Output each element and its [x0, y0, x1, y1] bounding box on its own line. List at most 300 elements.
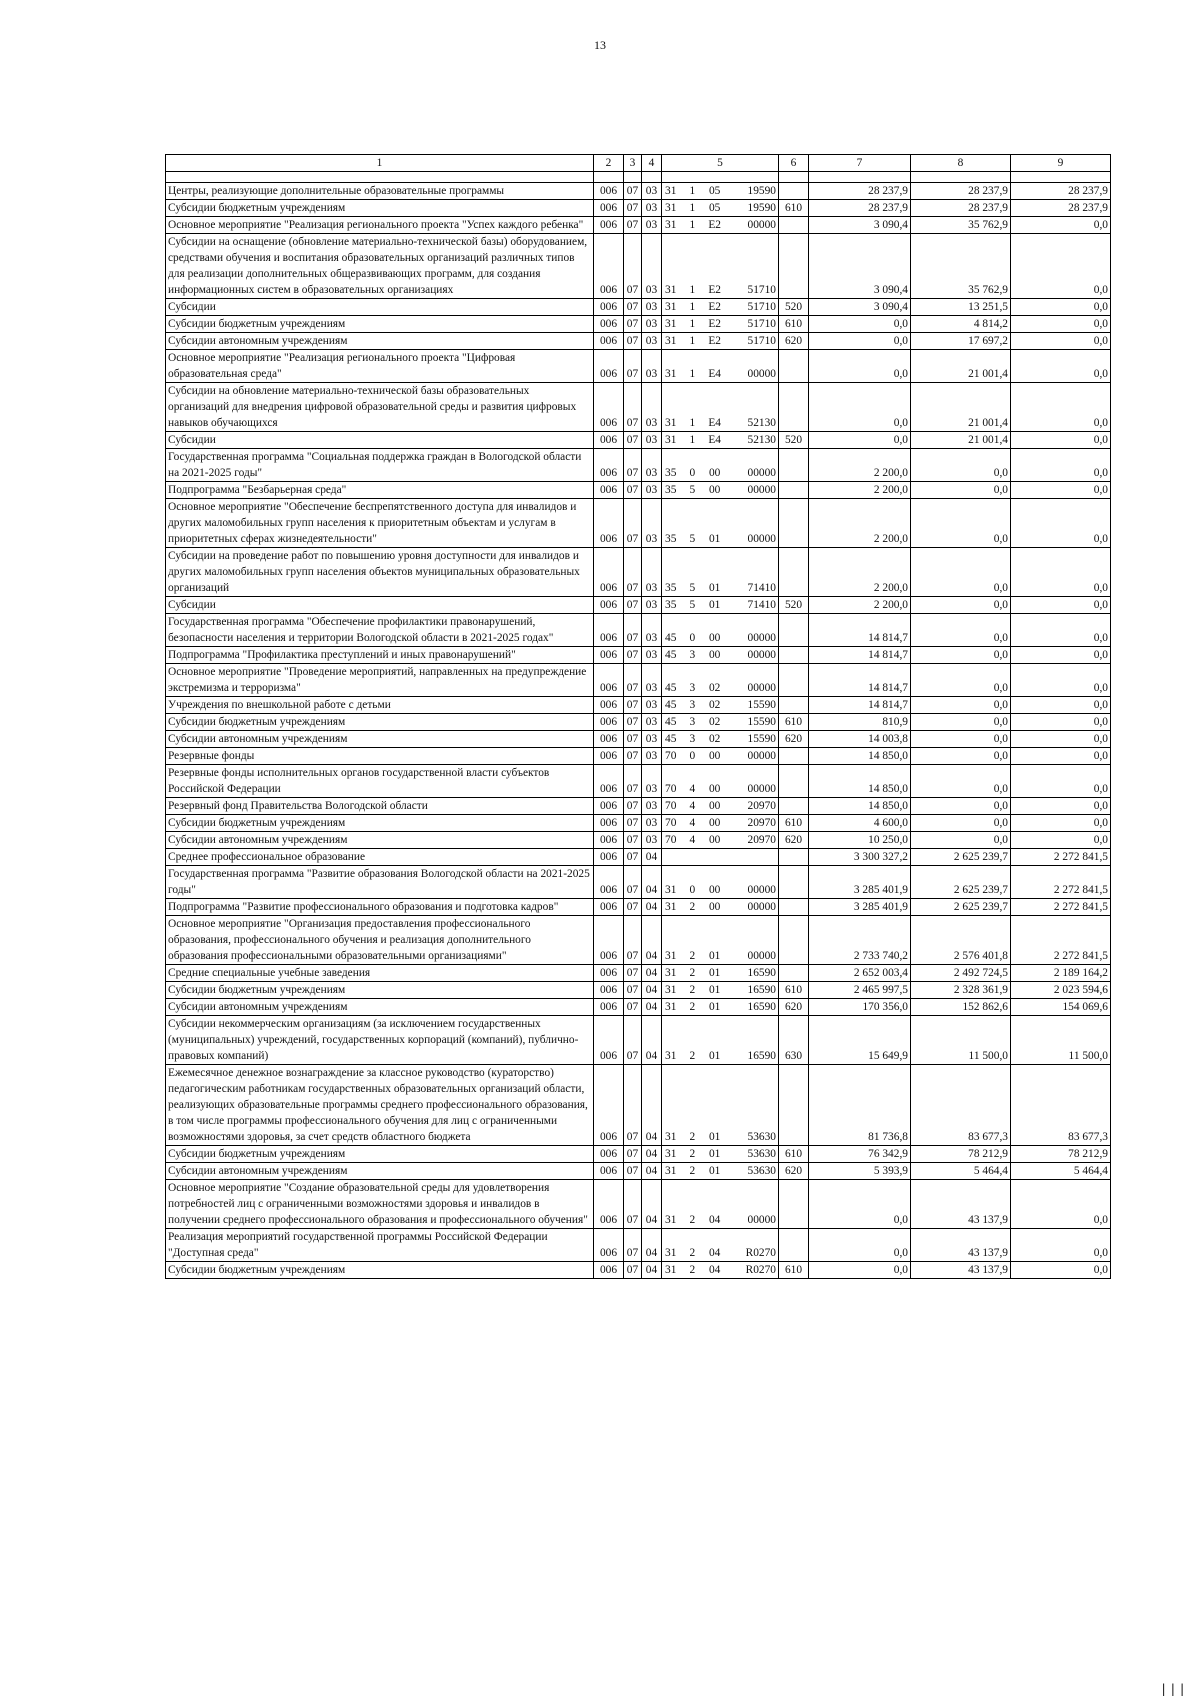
row-amount-2023: 0,0 — [911, 748, 1011, 765]
row-amount-2023: 17 697,2 — [911, 333, 1011, 350]
row-amount-2023: 78 212,9 — [911, 1146, 1011, 1163]
gap-cell — [911, 172, 1011, 183]
target-article-part: 00 — [708, 467, 721, 479]
target-article-part: 16590 — [747, 1050, 776, 1062]
row-amount-2024: 0,0 — [1011, 832, 1111, 849]
row-ministry-code: 006 — [594, 982, 624, 999]
row-ministry-code: 006 — [594, 748, 624, 765]
row-amount-2022: 28 237,9 — [809, 200, 911, 217]
row-amount-2024: 11 500,0 — [1011, 1016, 1111, 1065]
row-amount-2023: 43 137,9 — [911, 1229, 1011, 1262]
row-amount-2022: 0,0 — [809, 1180, 911, 1229]
row-name: Субсидии бюджетным учреждениям — [166, 714, 594, 731]
row-amount-2022: 3 090,4 — [809, 299, 911, 316]
row-amount-2022: 28 237,9 — [809, 183, 911, 200]
table-row — [166, 664, 1111, 697]
target-article-part: 35 — [665, 484, 677, 496]
row-target-article — [662, 798, 779, 815]
target-article-part: 3 — [689, 716, 696, 728]
table-row — [166, 548, 1111, 597]
row-section-code: 07 — [624, 1016, 642, 1065]
target-article-part: 53630 — [747, 1131, 776, 1143]
row-name: Основное мероприятие "Создание образовательной среды для удовлетворения потребностей лиц с ограниченными возможностями здоровья и инвалидов в получении среднего профессионального образования и профессионального обучения" — [166, 1180, 594, 1229]
row-ministry-code: 006 — [594, 798, 624, 815]
target-article-part: 0 — [689, 750, 696, 762]
target-article-part: 02 — [708, 699, 721, 711]
row-amount-2023: 0,0 — [911, 647, 1011, 664]
target-article-part: 00 — [708, 649, 721, 661]
row-amount-2022: 14 814,7 — [809, 697, 911, 714]
row-amount-2023: 0,0 — [911, 815, 1011, 832]
row-section-code: 07 — [624, 597, 642, 614]
row-ministry-code: 006 — [594, 866, 624, 899]
row-amount-2023: 0,0 — [911, 697, 1011, 714]
row-amount-2024: 28 237,9 — [1011, 200, 1111, 217]
target-article-part: 31 — [665, 219, 677, 231]
target-article-parts — [662, 680, 778, 696]
row-name: Государственная программа "Развитие образования Вологодской области на 2021-2025 годы" — [166, 866, 594, 899]
table-row — [166, 217, 1111, 234]
row-section-code: 07 — [624, 432, 642, 449]
target-article-part: 4 — [689, 834, 696, 846]
target-article-part: 2 — [689, 1148, 696, 1160]
target-article-part: 00000 — [747, 368, 776, 380]
target-article-part: 31 — [665, 335, 677, 347]
target-article-part: 0 — [689, 632, 696, 644]
row-target-article — [662, 1065, 779, 1146]
target-article-part: 4 — [689, 800, 696, 812]
table-row — [166, 350, 1111, 383]
target-article-part: 31 — [665, 1001, 677, 1013]
row-amount-2024: 0,0 — [1011, 449, 1111, 482]
row-name: Субсидии бюджетным учреждениям — [166, 316, 594, 333]
row-amount-2023: 0,0 — [911, 832, 1011, 849]
row-name: Субсидии автономным учреждениям — [166, 1163, 594, 1180]
target-article-parts — [662, 714, 778, 730]
budget-table — [165, 154, 1111, 1279]
row-amount-2022: 14 850,0 — [809, 765, 911, 798]
target-article-parts — [662, 748, 778, 764]
row-expense-type — [779, 383, 809, 432]
table-row — [166, 1163, 1111, 1180]
target-article-part: 3 — [689, 733, 696, 745]
row-amount-2024: 5 464,4 — [1011, 1163, 1111, 1180]
target-article-part: 2 — [689, 1214, 696, 1226]
target-article-part: 51710 — [747, 284, 776, 296]
row-expense-type — [779, 748, 809, 765]
target-article-part: 2 — [689, 1165, 696, 1177]
target-article-part: 00000 — [747, 750, 776, 762]
row-amount-2022: 2 200,0 — [809, 597, 911, 614]
target-article-parts — [662, 482, 778, 498]
target-article-part: 2 — [689, 1247, 696, 1259]
target-article-parts — [662, 415, 778, 431]
row-ministry-code: 006 — [594, 299, 624, 316]
table-row — [166, 965, 1111, 982]
row-target-article — [662, 200, 779, 217]
row-expense-type: 610 — [779, 982, 809, 999]
row-subsection-code: 03 — [642, 731, 662, 748]
row-ministry-code: 006 — [594, 597, 624, 614]
row-amount-2023: 0,0 — [911, 548, 1011, 597]
row-ministry-code: 006 — [594, 832, 624, 849]
target-article-part: 00 — [708, 632, 721, 644]
table-row — [166, 647, 1111, 664]
row-subsection-code: 04 — [642, 982, 662, 999]
table-row — [166, 449, 1111, 482]
row-ministry-code: 006 — [594, 849, 624, 866]
row-amount-2023: 0,0 — [911, 614, 1011, 647]
target-article-parts — [662, 1048, 778, 1064]
row-amount-2024: 83 677,3 — [1011, 1065, 1111, 1146]
target-article-parts — [662, 316, 778, 332]
row-section-code: 07 — [624, 383, 642, 432]
target-article-part: 71410 — [747, 582, 776, 594]
table-row — [166, 999, 1111, 1016]
row-name: Основное мероприятие "Проведение мероприятий, направленных на предупреждение экстремизма и терроризма" — [166, 664, 594, 697]
row-subsection-code: 03 — [642, 798, 662, 815]
row-amount-2023: 35 762,9 — [911, 234, 1011, 299]
target-article-part: 1 — [689, 417, 696, 429]
row-amount-2022: 2 200,0 — [809, 482, 911, 499]
row-expense-type: 610 — [779, 1146, 809, 1163]
row-ministry-code: 006 — [594, 999, 624, 1016]
row-amount-2022: 2 652 003,4 — [809, 965, 911, 982]
row-expense-type: 620 — [779, 832, 809, 849]
header-col-5: 5 — [662, 155, 779, 172]
row-expense-type — [779, 499, 809, 548]
target-article-part: 31 — [665, 901, 677, 913]
row-section-code: 07 — [624, 1262, 642, 1279]
target-article-part: 05 — [708, 202, 721, 214]
table-row — [166, 316, 1111, 333]
row-amount-2022: 3 090,4 — [809, 217, 911, 234]
target-article-parts — [662, 899, 778, 915]
row-subsection-code: 04 — [642, 1065, 662, 1146]
target-article-part: 4 — [689, 817, 696, 829]
row-section-code: 07 — [624, 647, 642, 664]
row-amount-2022: 2 200,0 — [809, 449, 911, 482]
row-amount-2024: 0,0 — [1011, 217, 1111, 234]
row-amount-2024: 0,0 — [1011, 714, 1111, 731]
target-article-part: 2 — [689, 967, 696, 979]
row-expense-type — [779, 614, 809, 647]
target-article-parts — [662, 798, 778, 814]
row-name: Государственная программа "Обеспечение профилактики правонарушений, безопасности населения и территории Вологодской области в 2021-2025 годах" — [166, 614, 594, 647]
row-subsection-code: 03 — [642, 432, 662, 449]
row-expense-type — [779, 449, 809, 482]
row-subsection-code: 03 — [642, 748, 662, 765]
row-name: Центры, реализующие дополнительные образовательные программы — [166, 183, 594, 200]
target-article-part: 19590 — [747, 185, 776, 197]
target-article-part: 45 — [665, 682, 677, 694]
table-row — [166, 1262, 1111, 1279]
row-section-code: 07 — [624, 299, 642, 316]
row-target-article — [662, 832, 779, 849]
header-gap-row — [166, 172, 1111, 183]
target-article-part: 00000 — [747, 783, 776, 795]
row-name: Основное мероприятие "Обеспечение беспрепятственного доступа для инвалидов и других маломобильных групп населения к приоритетным объектам и услугам в приоритетных сферах жизнедеятельности" — [166, 499, 594, 548]
row-amount-2022: 14 814,7 — [809, 614, 911, 647]
target-article-part: 00000 — [747, 219, 776, 231]
row-name: Подпрограмма "Безбарьерная среда" — [166, 482, 594, 499]
target-article-part: 5 — [689, 582, 696, 594]
target-article-part: 15590 — [747, 716, 776, 728]
row-ministry-code: 006 — [594, 1016, 624, 1065]
row-amount-2022: 2 465 997,5 — [809, 982, 911, 999]
target-article-part: 53630 — [747, 1165, 776, 1177]
row-expense-type — [779, 647, 809, 664]
target-article-part: 35 — [665, 599, 677, 611]
target-article-part: 2 — [689, 1001, 696, 1013]
target-article-part: 70 — [665, 817, 677, 829]
target-article-parts — [662, 1262, 778, 1278]
header-col-7: 7 — [809, 155, 911, 172]
row-target-article — [662, 1262, 779, 1279]
row-amount-2023: 0,0 — [911, 664, 1011, 697]
target-article-part: 2 — [689, 1050, 696, 1062]
row-target-article — [662, 1146, 779, 1163]
row-amount-2022: 0,0 — [809, 432, 911, 449]
target-article-part: 31 — [665, 1050, 677, 1062]
target-article-parts — [662, 299, 778, 315]
row-section-code: 07 — [624, 815, 642, 832]
target-article-part: 01 — [708, 1165, 721, 1177]
row-amount-2023: 0,0 — [911, 798, 1011, 815]
row-amount-2022: 14 850,0 — [809, 748, 911, 765]
target-article-part: 01 — [708, 582, 721, 594]
row-ministry-code: 006 — [594, 1180, 624, 1229]
row-subsection-code: 03 — [642, 714, 662, 731]
row-amount-2023: 152 862,6 — [911, 999, 1011, 1016]
target-article-parts — [662, 1146, 778, 1162]
row-ministry-code: 006 — [594, 482, 624, 499]
row-amount-2022: 14 814,7 — [809, 647, 911, 664]
row-expense-type: 520 — [779, 597, 809, 614]
row-amount-2024: 0,0 — [1011, 697, 1111, 714]
row-amount-2024: 2 189 164,2 — [1011, 965, 1111, 982]
row-target-article — [662, 916, 779, 965]
row-amount-2024: 0,0 — [1011, 815, 1111, 832]
row-name: Субсидии на оснащение (обновление материально-технической базы) оборудованием, средствами обучения и воспитания образовательных организаций различных типов для реализации дополнительных общеразвивающих программ, для создания информационных систем в образовательных организациях — [166, 234, 594, 299]
target-article-part: 00000 — [747, 533, 776, 545]
target-article-part: R0270 — [745, 1264, 776, 1276]
header-col-8: 8 — [911, 155, 1011, 172]
row-target-article — [662, 597, 779, 614]
row-expense-type — [779, 350, 809, 383]
table-row — [166, 383, 1111, 432]
row-amount-2022: 3 090,4 — [809, 234, 911, 299]
target-article-part: 51710 — [747, 301, 776, 313]
row-amount-2022: 81 736,8 — [809, 1065, 911, 1146]
row-target-article — [662, 383, 779, 432]
row-name: Основное мероприятие "Организация предоставления профессионального образования, профессионального обучения и реализация дополнительного образования профессиональными образовательными организациями" — [166, 916, 594, 965]
table-row — [166, 597, 1111, 614]
row-name: Субсидии — [166, 432, 594, 449]
row-section-code: 07 — [624, 965, 642, 982]
target-article-part: 1 — [689, 185, 696, 197]
row-amount-2024: 0,0 — [1011, 234, 1111, 299]
row-amount-2024: 2 023 594,6 — [1011, 982, 1111, 999]
row-ministry-code: 006 — [594, 1146, 624, 1163]
row-section-code: 07 — [624, 849, 642, 866]
target-article-part: 4 — [689, 783, 696, 795]
target-article-part: 16590 — [747, 1001, 776, 1013]
row-name: Подпрограмма "Профилактика преступлений и иных правонарушений" — [166, 647, 594, 664]
target-article-part: 20970 — [747, 800, 776, 812]
target-article-part: 00000 — [747, 467, 776, 479]
row-section-code: 07 — [624, 832, 642, 849]
row-amount-2022: 2 200,0 — [809, 548, 911, 597]
target-article-part: 31 — [665, 884, 677, 896]
target-article-part: 31 — [665, 417, 677, 429]
row-expense-type: 610 — [779, 815, 809, 832]
row-target-article — [662, 815, 779, 832]
target-article-part: 20970 — [747, 817, 776, 829]
row-ministry-code: 006 — [594, 383, 624, 432]
row-amount-2022: 3 300 327,2 — [809, 849, 911, 866]
row-name: Основное мероприятие "Реализация регионального проекта "Цифровая образовательная среда" — [166, 350, 594, 383]
target-article-part: R0270 — [745, 1247, 776, 1259]
target-article-part: 00 — [708, 750, 721, 762]
table-row — [166, 333, 1111, 350]
row-amount-2023: 0,0 — [911, 499, 1011, 548]
table-row — [166, 832, 1111, 849]
target-article-part: 35 — [665, 533, 677, 545]
target-article-part: 71410 — [747, 599, 776, 611]
target-article-part: 02 — [708, 682, 721, 694]
row-section-code: 07 — [624, 731, 642, 748]
target-article-part: 31 — [665, 1131, 677, 1143]
target-article-parts — [662, 366, 778, 382]
row-ministry-code: 006 — [594, 1229, 624, 1262]
row-section-code: 07 — [624, 697, 642, 714]
row-target-article — [662, 234, 779, 299]
row-amount-2022: 15 649,9 — [809, 1016, 911, 1065]
row-amount-2023: 2 492 724,5 — [911, 965, 1011, 982]
row-section-code: 07 — [624, 217, 642, 234]
row-expense-type — [779, 1065, 809, 1146]
row-section-code: 07 — [624, 316, 642, 333]
row-amount-2022: 5 393,9 — [809, 1163, 911, 1180]
row-subsection-code: 03 — [642, 697, 662, 714]
row-amount-2022: 14 814,7 — [809, 664, 911, 697]
row-expense-type — [779, 1180, 809, 1229]
target-article-part: 2 — [689, 950, 696, 962]
row-ministry-code: 006 — [594, 697, 624, 714]
row-subsection-code: 03 — [642, 647, 662, 664]
target-article-part: 01 — [708, 599, 721, 611]
target-article-part: 04 — [708, 1247, 721, 1259]
row-expense-type — [779, 548, 809, 597]
row-target-article — [662, 1180, 779, 1229]
row-name: Резервные фонды — [166, 748, 594, 765]
target-article-parts — [662, 183, 778, 199]
row-section-code: 07 — [624, 614, 642, 647]
target-article-parts — [662, 1212, 778, 1228]
target-article-part: 70 — [665, 800, 677, 812]
row-subsection-code: 04 — [642, 1163, 662, 1180]
target-article-parts — [662, 697, 778, 713]
row-amount-2022: 3 285 401,9 — [809, 899, 911, 916]
row-target-article — [662, 432, 779, 449]
target-article-part: 00 — [708, 783, 721, 795]
row-name: Среднее профессиональное образование — [166, 849, 594, 866]
row-amount-2023: 21 001,4 — [911, 383, 1011, 432]
target-article-part: 00 — [708, 834, 721, 846]
row-expense-type: 520 — [779, 432, 809, 449]
row-target-article — [662, 299, 779, 316]
table-header — [166, 155, 1111, 172]
row-name: Реализация мероприятий государственной программы Российской Федерации "Доступная среда" — [166, 1229, 594, 1262]
gap-cell — [624, 172, 642, 183]
row-amount-2023: 0,0 — [911, 714, 1011, 731]
row-name: Субсидии — [166, 299, 594, 316]
table-row — [166, 1016, 1111, 1065]
row-subsection-code: 03 — [642, 383, 662, 432]
row-section-code: 07 — [624, 333, 642, 350]
row-amount-2024: 0,0 — [1011, 432, 1111, 449]
row-subsection-code: 04 — [642, 999, 662, 1016]
header-row — [166, 155, 1111, 172]
row-ministry-code: 006 — [594, 200, 624, 217]
row-amount-2023: 83 677,3 — [911, 1065, 1011, 1146]
target-article-part: 70 — [665, 783, 677, 795]
row-name: Субсидии — [166, 597, 594, 614]
target-article-part: 52130 — [747, 417, 776, 429]
target-article-part: 00 — [708, 884, 721, 896]
row-section-code: 07 — [624, 1065, 642, 1146]
page-number: 13 — [594, 38, 606, 52]
row-target-article — [662, 664, 779, 697]
row-subsection-code: 04 — [642, 916, 662, 965]
table-row — [166, 614, 1111, 647]
row-ministry-code: 006 — [594, 1262, 624, 1279]
target-article-part: 5 — [689, 484, 696, 496]
table-row — [166, 1146, 1111, 1163]
row-target-article — [662, 982, 779, 999]
table-row — [166, 432, 1111, 449]
row-subsection-code: 03 — [642, 664, 662, 697]
row-amount-2024: 0,0 — [1011, 316, 1111, 333]
target-article-part: 2 — [689, 1264, 696, 1276]
row-expense-type: 610 — [779, 1262, 809, 1279]
target-article-part: 31 — [665, 284, 677, 296]
row-ministry-code: 006 — [594, 664, 624, 697]
row-amount-2024: 0,0 — [1011, 731, 1111, 748]
row-ministry-code: 006 — [594, 765, 624, 798]
row-section-code: 07 — [624, 183, 642, 200]
row-amount-2024: 0,0 — [1011, 333, 1111, 350]
row-name: Субсидии бюджетным учреждениям — [166, 815, 594, 832]
target-article-part: 31 — [665, 1247, 677, 1259]
row-target-article — [662, 1163, 779, 1180]
row-subsection-code: 03 — [642, 299, 662, 316]
row-target-article — [662, 183, 779, 200]
target-article-part: 20970 — [747, 834, 776, 846]
row-amount-2024: 0,0 — [1011, 664, 1111, 697]
row-ministry-code: 006 — [594, 1163, 624, 1180]
row-name: Субсидии некоммерческим организациям (за исключением государственных (муниципальных) учреждений, государственных корпораций (компаний), публично-правовых компаний) — [166, 1016, 594, 1065]
row-expense-type — [779, 183, 809, 200]
row-subsection-code: 04 — [642, 866, 662, 899]
row-amount-2022: 3 285 401,9 — [809, 866, 911, 899]
table-body — [166, 172, 1111, 1279]
row-expense-type: 520 — [779, 299, 809, 316]
table-row — [166, 482, 1111, 499]
row-ministry-code: 006 — [594, 647, 624, 664]
row-amount-2023: 0,0 — [911, 482, 1011, 499]
